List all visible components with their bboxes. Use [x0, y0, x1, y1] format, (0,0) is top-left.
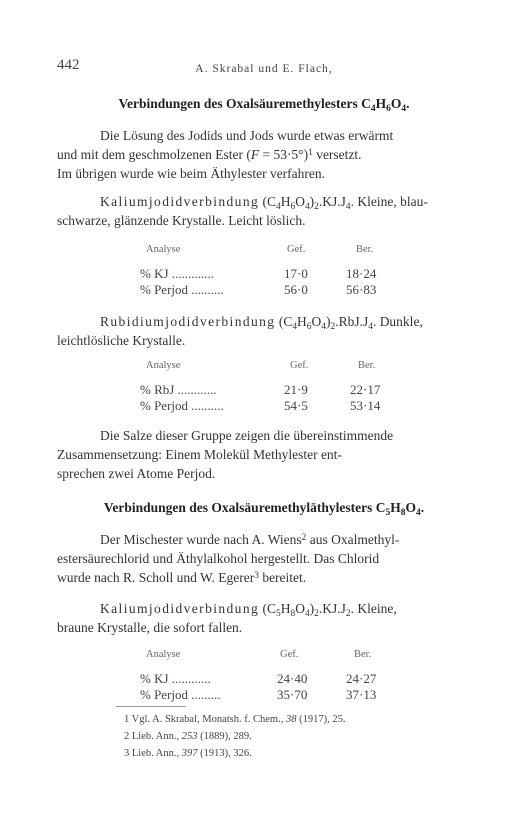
table-1	[140, 244, 400, 298]
table-1-r2-label: % Perjod ..........	[140, 282, 224, 297]
table-1-r1-label: % KJ .............	[140, 266, 215, 281]
kj-line1: Kaliumjodidverbindung $(C_4H_6O_4)_2.KJ.J_4$. Kleine, blau-	[100, 194, 428, 212]
section1-para-line2: und mit dem geschmolzenen Ester (F = 53·5°)$^1$ versetzt.	[57, 147, 362, 162]
footnote-rule	[116, 706, 186, 707]
rb-line1: Rubidiumjodidverbindung $(C_4H_6O_4)_2.RbJ.J_4$. Dunkle,	[100, 314, 423, 332]
table-2-r1-label: % RbJ ............	[140, 382, 217, 397]
kj2-line2: braune Krystalle, die sofort fallen.	[57, 620, 243, 635]
table-1-r1-gef: 17·0	[284, 266, 308, 281]
table-3-header	[140, 649, 400, 667]
table-1-r1-ber: 18·24	[346, 266, 377, 281]
rb-title: Rubidiumjodidverbindung	[100, 314, 276, 329]
kj2-line1: Kaliumjodidverbindung $(C_5H_8O_4)_2.KJ.J_2$. Kleine,	[100, 601, 397, 619]
page-number: 442	[57, 57, 80, 73]
table-3-r2-ber: 37·13	[346, 687, 377, 702]
table-3-r2-gef: 35·70	[277, 687, 308, 702]
table-2	[140, 360, 400, 414]
table-2-header	[140, 360, 400, 378]
table-row	[140, 687, 400, 705]
table-3-h-gef: Gef.	[280, 649, 299, 660]
table-1-h-analyse: Analyse	[146, 244, 181, 255]
table-row	[140, 398, 400, 416]
section2-para-line3: wurde nach R. Scholl und W. Egerer$^3$ bereitet.	[57, 570, 307, 585]
table-1-r2-gef: 56·0	[284, 282, 308, 297]
table-3-r2-label: % Perjod .........	[140, 687, 221, 702]
running-head: A. Skrabal und E. Flach,	[195, 63, 333, 75]
table-row	[140, 282, 400, 300]
footnote-2: 2 Lieb. Ann., 253 (1889), 289.	[124, 731, 252, 742]
kj-title: Kaliumjodidverbindung	[100, 194, 260, 209]
table-2-r2-ber: 53·14	[350, 398, 381, 413]
summary-line3: sprechen zwei Atome Perjod.	[57, 466, 216, 481]
footnote-1: 1 Vgl. A. Skrabal, Monatsh. f. Chem., 38 (1917), 25.	[124, 714, 346, 725]
table-2-h-analyse: Analyse	[146, 360, 181, 371]
summary-line2: Zusammensetzung: Einem Molekül Methylester ent-	[57, 447, 342, 462]
table-2-h-ber: Ber.	[358, 360, 376, 371]
rb-line2: leichtlösliche Krystalle.	[57, 333, 186, 348]
table-1-h-gef: Gef.	[287, 244, 306, 255]
section1-para-line3: Im übrigen wurde wie beim Äthylester verfahren.	[57, 166, 326, 181]
section1-para-line1: Die Lösung des Jodids und Jods wurde etwas erwärmt	[100, 128, 394, 143]
table-1-header	[140, 244, 400, 262]
table-2-r1-ber: 22·17	[350, 382, 381, 397]
section2-para-line2: estersäurechlorid und Äthylalkohol hergestellt. Das Chlorid	[57, 551, 380, 566]
footnote-3: 3 Lieb. Ann., 397 (1913), 326.	[124, 748, 252, 759]
section2-heading: Verbindungen des Oxalsäuremethyläthylesters $C_5H_8O_4$.	[103, 500, 425, 518]
table-3-r1-label: % KJ ............	[140, 671, 211, 686]
kj2-title: Kaliumjodidverbindung	[100, 601, 260, 616]
table-1-h-ber: Ber.	[356, 244, 374, 255]
table-2-r1-gef: 21·9	[284, 382, 308, 397]
section2-para-line1: Der Mischester wurde nach A. Wiens$^2$ aus Oxalmethyl-	[100, 532, 400, 547]
table-3-r1-ber: 24·27	[346, 671, 377, 686]
table-1-r2-ber: 56·83	[346, 282, 377, 297]
table-3	[140, 649, 400, 703]
table-2-h-gef: Gef.	[290, 360, 309, 371]
kj-line2: schwarze, glänzende Krystalle. Leicht löslich.	[57, 213, 306, 228]
summary-line1: Die Salze dieser Gruppe zeigen die übereinstimmende	[100, 428, 394, 443]
table-3-h-ber: Ber.	[354, 649, 372, 660]
table-2-r2-gef: 54·5	[284, 398, 308, 413]
table-3-h-analyse: Analyse	[146, 649, 181, 660]
section1-heading: Verbindungen des Oxalsäuremethylesters $C_4H_6O_4$.	[118, 96, 410, 114]
table-3-r1-gef: 24·40	[277, 671, 308, 686]
table-2-r2-label: % Perjod ..........	[140, 398, 224, 413]
